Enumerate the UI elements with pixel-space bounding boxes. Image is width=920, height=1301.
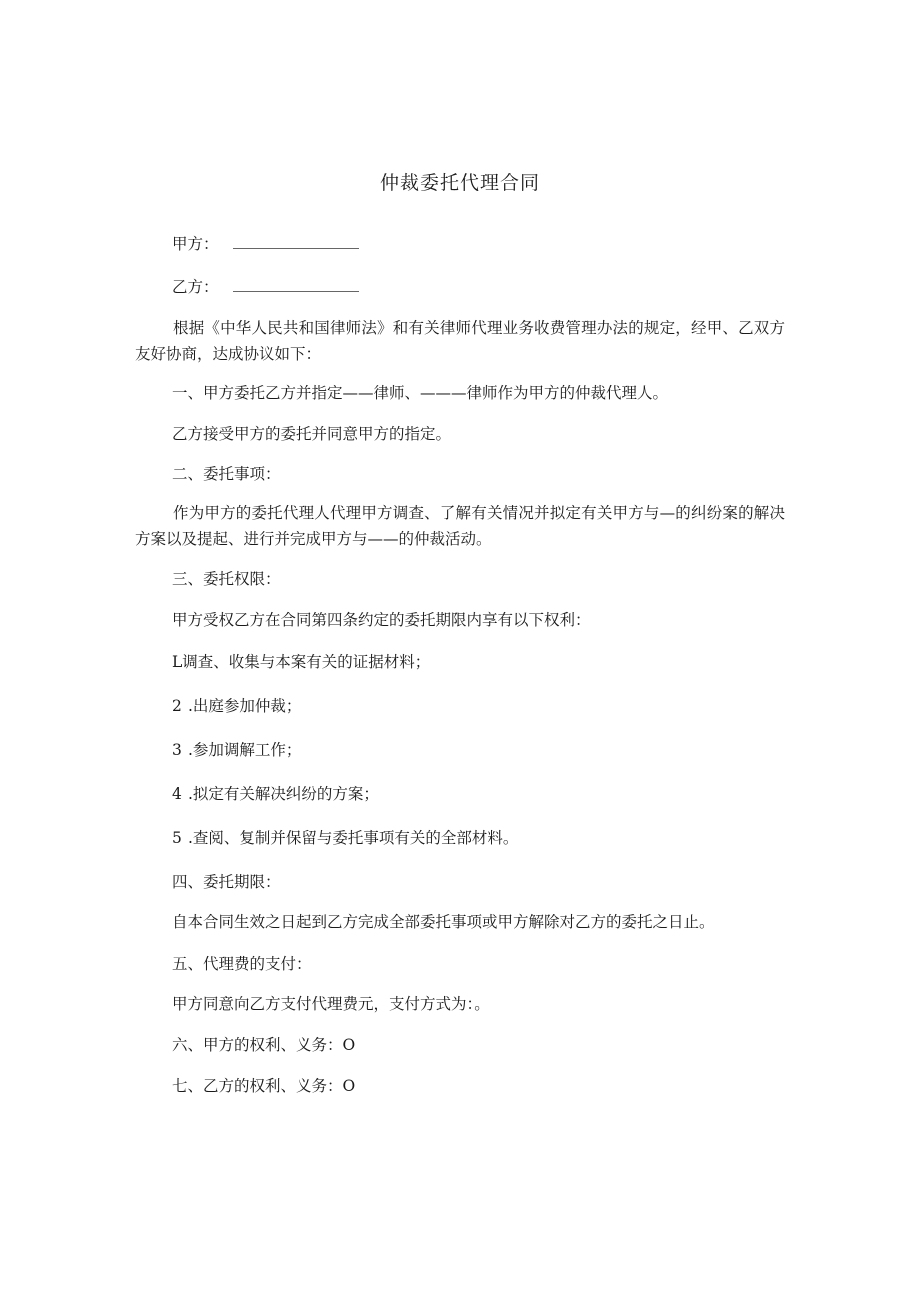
list-item-4 xyxy=(172,782,379,804)
clause-1-acceptance: 乙方接受甲方的委托并同意甲方的指定。 xyxy=(172,425,452,443)
list-item-2-number: 2 xyxy=(172,697,182,715)
list-item-4-number: 4 xyxy=(172,785,182,803)
party-a-label: 甲方： xyxy=(172,235,219,253)
clause-5-heading: 五、代理费的支付： xyxy=(172,955,312,973)
clause-3-intro: 甲方受权乙方在合同第四条约定的委托期限内享有以下权利： xyxy=(172,611,591,629)
list-item-2 xyxy=(172,694,301,716)
list-item-3-number: 3 xyxy=(172,741,182,759)
intro-paragraph: 根据《中华人民共和国律师法》和有关律师代理业务收费管理办法的规定，经甲、乙双方友好协商，达成协议如下： xyxy=(135,319,785,363)
list-item-4-text: .拟定有关解决纠纷的方案； xyxy=(188,785,379,803)
list-item-5-number: 5 xyxy=(172,829,182,847)
clause-1: 一、甲方委托乙方并指定——律师、———律师作为甲方的仲裁代理人。 xyxy=(172,384,669,402)
document-title: 仲裁委托代理合同 xyxy=(379,172,540,194)
list-item-2-text: .出庭参加仲裁； xyxy=(188,697,302,715)
list-item-3 xyxy=(172,738,301,760)
party-b-label: 乙方： xyxy=(172,278,219,296)
party-b-line xyxy=(172,275,359,297)
list-item-5 xyxy=(172,826,518,848)
clause-7: 七、乙方的权利、义务：O xyxy=(172,1077,356,1095)
list-item-5-text: .查阅、复制并保留与委托事项有关的全部材料。 xyxy=(188,829,519,847)
clause-3-heading: 三、委托权限： xyxy=(172,570,281,588)
clause-5-body: 甲方同意向乙方支付代理费元，支付方式为：。 xyxy=(172,995,490,1013)
clause-4-body: 自本合同生效之日起到乙方完成全部委托事项或甲方解除对乙方的委托之日止。 xyxy=(172,913,715,931)
party-a-blank xyxy=(233,234,359,249)
clause-2-heading: 二、委托事项： xyxy=(172,465,281,483)
list-item-3-text: .参加调解工作； xyxy=(188,741,302,759)
party-a-line xyxy=(172,232,359,254)
clause-6: 六、甲方的权利、义务：O xyxy=(172,1036,356,1054)
clause-2-body: 作为甲方的委托代理人代理甲方调查、了解有关情况并拟定有关甲方与—的纠纷案的解决方案以及提起、进行并完成甲方与——的仲裁活动。 xyxy=(135,504,785,548)
clause-4-heading: 四、委托期限： xyxy=(172,873,281,891)
party-b-blank xyxy=(233,277,359,292)
list-item-1: L调查、收集与本案有关的证据材料； xyxy=(172,653,431,671)
